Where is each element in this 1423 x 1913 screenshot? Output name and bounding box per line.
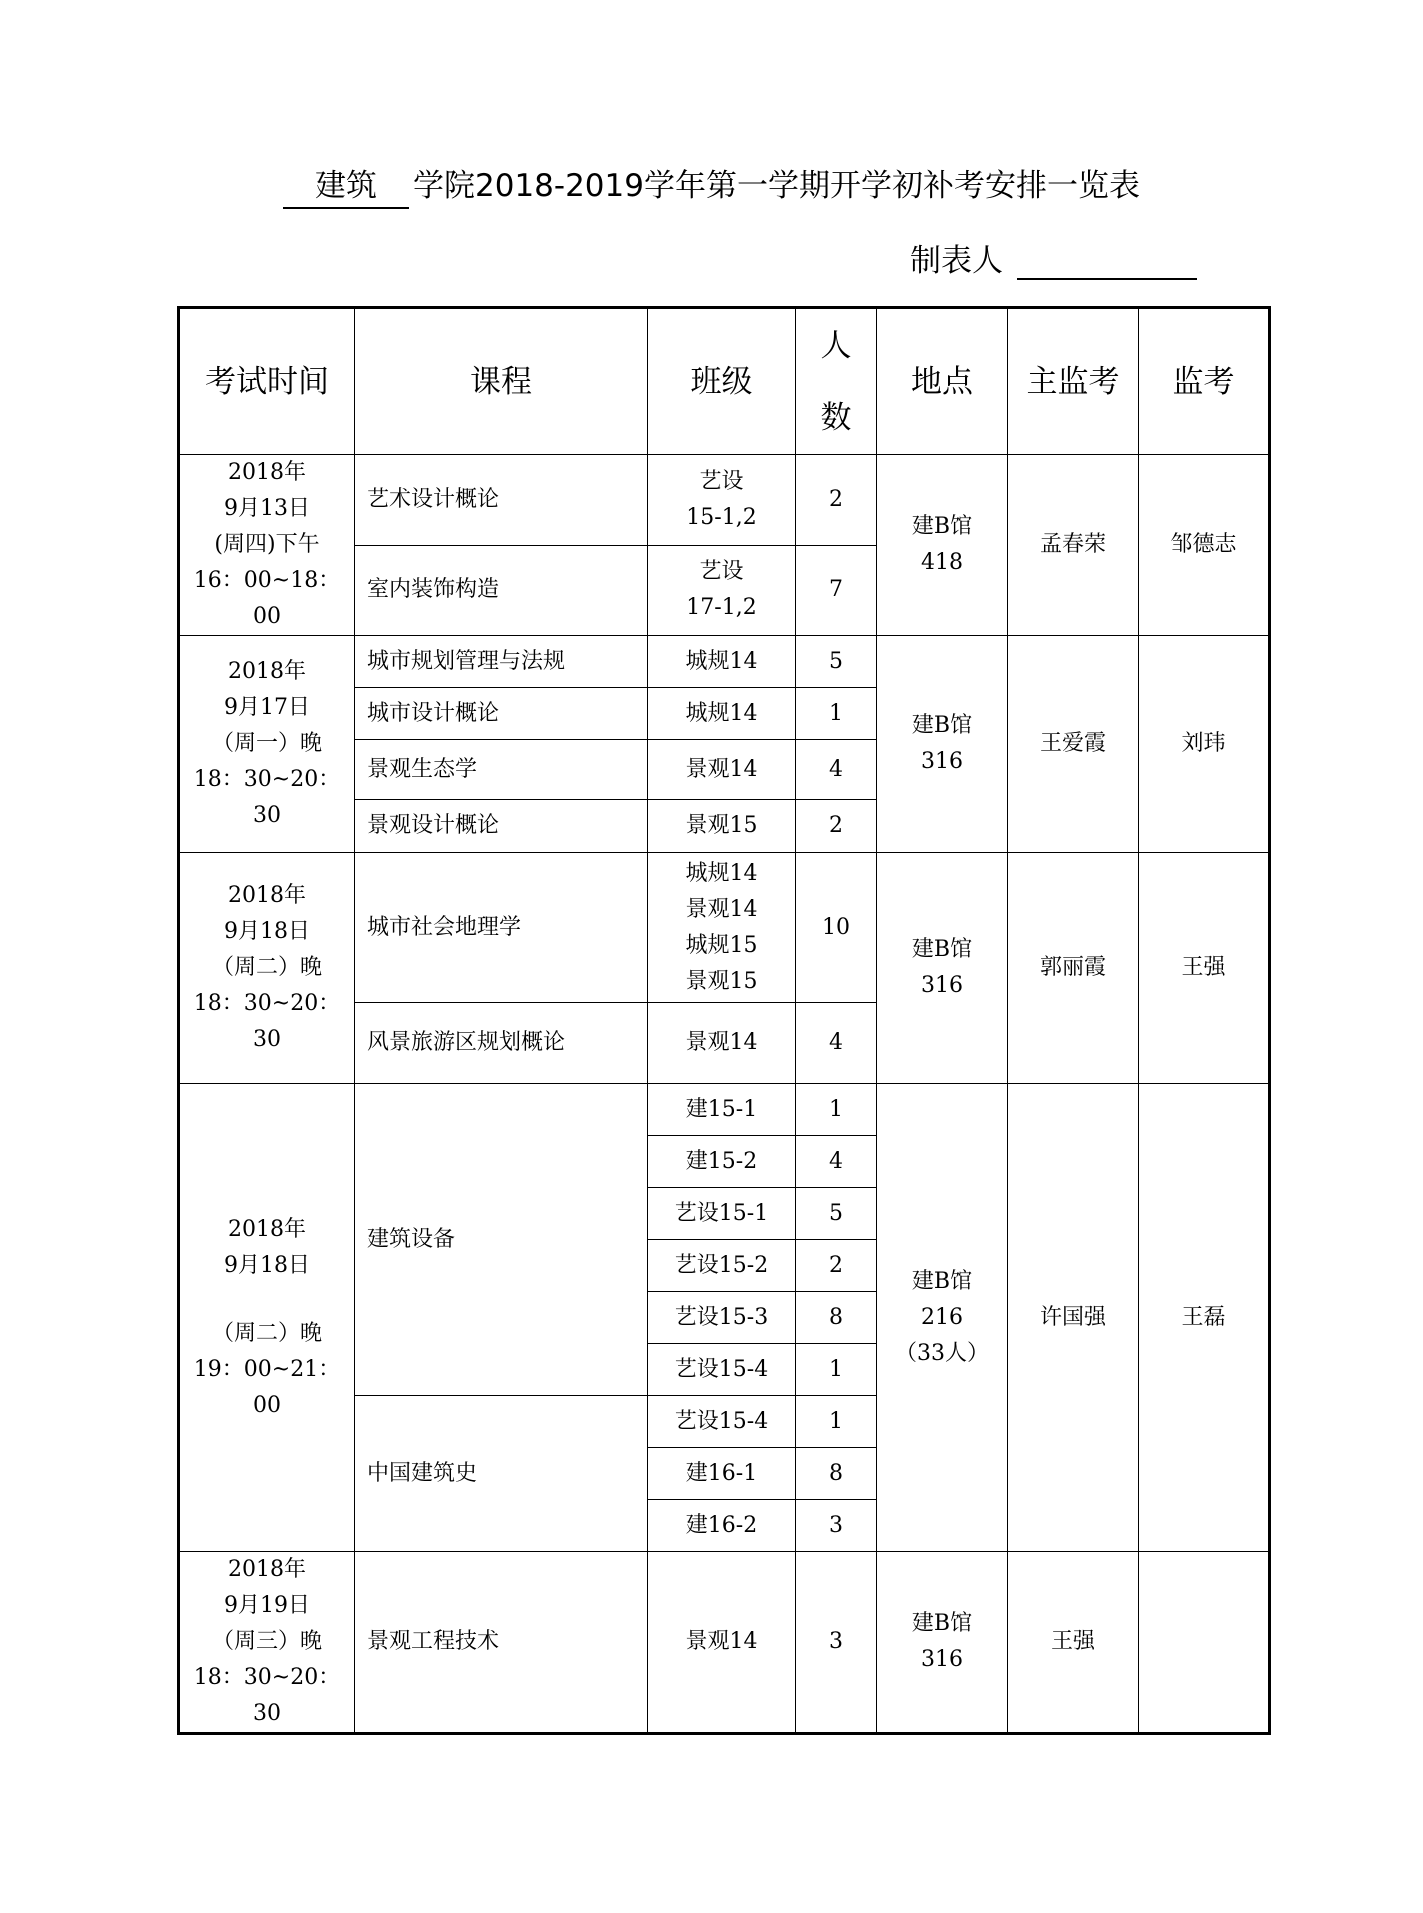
count-cell: 8: [796, 1448, 877, 1500]
proctor-cell: 王磊: [1139, 1084, 1270, 1552]
count-cell: 8: [796, 1292, 877, 1344]
location-cell: 建B馆 216 （33人）: [877, 1084, 1008, 1552]
chief-proctor-cell: 孟春荣: [1008, 455, 1139, 636]
course-cell: 艺术设计概论: [355, 455, 648, 546]
course-cell: 景观生态学: [355, 740, 648, 800]
count-cell: 1: [796, 1396, 877, 1448]
class-cell: 城规14: [648, 636, 796, 688]
count-cell: 2: [796, 455, 877, 546]
chief-proctor-cell: 王爱霞: [1008, 636, 1139, 853]
page-title: [0, 160, 1423, 209]
count-cell: 2: [796, 1240, 877, 1292]
class-cell: 建16-1: [648, 1448, 796, 1500]
class-cell: 艺设15-1: [648, 1188, 796, 1240]
count-cell: 10: [796, 853, 877, 1003]
location-cell: 建B馆 316: [877, 1552, 1008, 1734]
count-cell: 4: [796, 1003, 877, 1084]
class-cell: 艺设15-3: [648, 1292, 796, 1344]
exam-time-cell: 2018年 9月13日 (周四)下午 16：00~18：00: [179, 455, 355, 636]
location-cell: 建B馆 316: [877, 853, 1008, 1084]
count-cell: 1: [796, 1084, 877, 1136]
table-row: [179, 853, 1270, 1003]
course-cell: 景观工程技术: [355, 1552, 648, 1734]
location-cell: 建B馆 418: [877, 455, 1008, 636]
course-cell: 景观设计概论: [355, 800, 648, 853]
title-text: 学院2018-2019学年第一学期开学初补考安排一览表: [413, 168, 1140, 204]
count-cell: 1: [796, 688, 877, 740]
course-cell: 建筑设备: [355, 1084, 648, 1396]
department-name: 建筑: [283, 160, 409, 209]
class-cell: 景观14: [648, 1003, 796, 1084]
course-cell: 城市设计概论: [355, 688, 648, 740]
maker-label: 制表人: [910, 243, 1003, 279]
count-cell: 3: [796, 1500, 877, 1552]
class-cell: 景观14: [648, 1552, 796, 1734]
count-cell: 5: [796, 1188, 877, 1240]
table-maker: [910, 235, 1197, 280]
count-cell: 4: [796, 1136, 877, 1188]
proctor-cell: [1139, 1552, 1270, 1734]
class-cell: 建15-2: [648, 1136, 796, 1188]
exam-time-cell: 2018年 9月18日 （周二）晚 19：00~21：00: [179, 1084, 355, 1552]
header-count: [796, 308, 877, 455]
class-cell: 建15-1: [648, 1084, 796, 1136]
header-time: 考试时间: [179, 308, 355, 455]
class-cell: 景观15: [648, 800, 796, 853]
course-cell: 风景旅游区规划概论: [355, 1003, 648, 1084]
proctor-cell: 刘玮: [1139, 636, 1270, 853]
class-cell: 艺设15-2: [648, 1240, 796, 1292]
header-count-2: 数: [820, 399, 852, 436]
count-cell: 5: [796, 636, 877, 688]
header-course: 课程: [355, 308, 648, 455]
header-chief: 主监考: [1008, 308, 1139, 455]
chief-proctor-cell: 许国强: [1008, 1084, 1139, 1552]
class-cell: 艺设 17-1,2: [648, 545, 796, 636]
chief-proctor-cell: 郭丽霞: [1008, 853, 1139, 1084]
proctor-cell: 王强: [1139, 853, 1270, 1084]
class-cell: 艺设 15-1,2: [648, 455, 796, 546]
exam-time-cell: 2018年 9月18日 （周二）晚 18：30~20：30: [179, 853, 355, 1084]
course-cell: 城市规划管理与法规: [355, 636, 648, 688]
count-cell: 7: [796, 545, 877, 636]
class-cell: 建16-2: [648, 1500, 796, 1552]
course-cell: 城市社会地理学: [355, 853, 648, 1003]
count-cell: 4: [796, 740, 877, 800]
class-cell: 城规14 景观14 城规15 景观15: [648, 853, 796, 1003]
class-cell: 城规14: [648, 688, 796, 740]
header-row: [179, 308, 1270, 455]
course-cell: 室内装饰构造: [355, 545, 648, 636]
count-cell: 2: [796, 800, 877, 853]
course-cell: 中国建筑史: [355, 1396, 648, 1552]
count-cell: 3: [796, 1552, 877, 1734]
class-cell: 艺设15-4: [648, 1344, 796, 1396]
table-row: [179, 455, 1270, 546]
table-row: [179, 1552, 1270, 1734]
header-class: 班级: [648, 308, 796, 455]
class-cell: 景观14: [648, 740, 796, 800]
location-cell: 建B馆 316: [877, 636, 1008, 853]
table-row: [179, 1084, 1270, 1136]
header-proctor: 监考: [1139, 308, 1270, 455]
count-cell: 1: [796, 1344, 877, 1396]
exam-time-cell: 2018年 9月17日 （周一）晚 18：30~20：30: [179, 636, 355, 853]
proctor-cell: 邹德志: [1139, 455, 1270, 636]
header-location: 地点: [877, 308, 1008, 455]
exam-time-cell: 2018年 9月19日 （周三）晚 18：30~20：30: [179, 1552, 355, 1734]
table-row: [179, 636, 1270, 688]
maker-blank-line: [1017, 248, 1197, 280]
header-count-1: 人: [820, 327, 852, 364]
exam-schedule-table: [177, 306, 1271, 1735]
class-cell: 艺设15-4: [648, 1396, 796, 1448]
chief-proctor-cell: 王强: [1008, 1552, 1139, 1734]
